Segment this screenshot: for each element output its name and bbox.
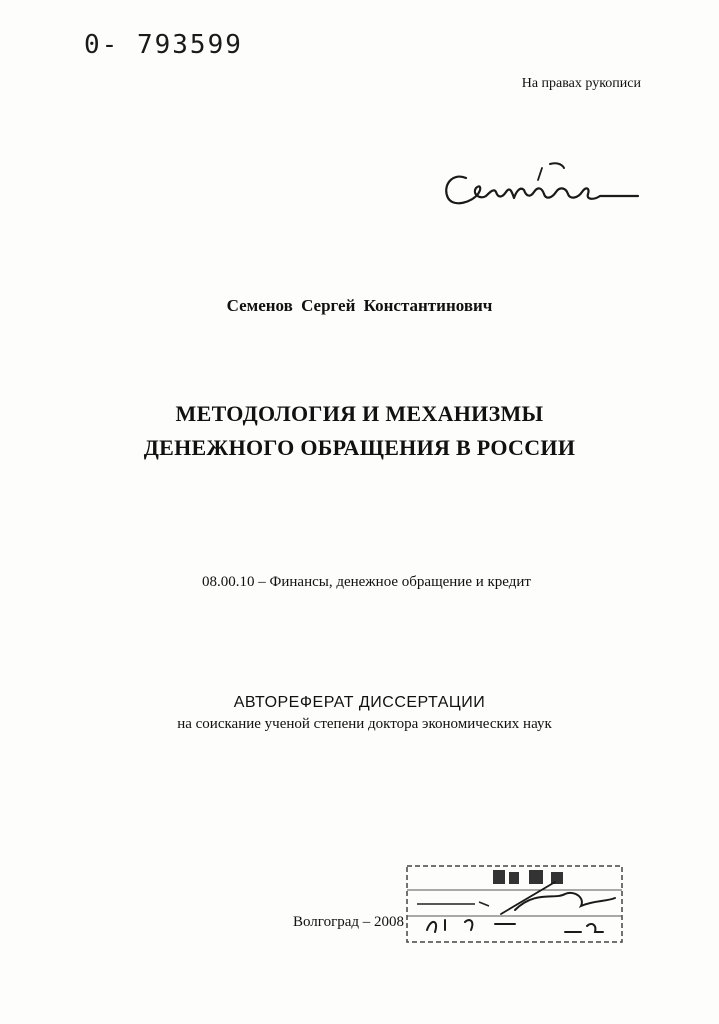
degree-description: на соискание ученой степени доктора экономических наук bbox=[177, 716, 552, 732]
dissertation-title bbox=[0, 397, 719, 465]
author-name: Семенов Сергей Константинович bbox=[226, 296, 493, 315]
title-line-2: ДЕНЕЖНОГО ОБРАЩЕНИЯ В РОССИИ bbox=[143, 435, 576, 460]
specialty-code: 08.00.10 – Финансы, денежное обращение и кредит bbox=[202, 574, 531, 590]
handwritten-signature bbox=[438, 158, 643, 218]
city-year: Волгоград – 2008 bbox=[293, 914, 405, 930]
inventory-number: 0- 793599 bbox=[84, 30, 243, 60]
library-stamp bbox=[405, 860, 630, 948]
title-line-1: МЕТОДОЛОГИЯ И МЕХАНИЗМЫ bbox=[175, 401, 544, 426]
rights-note: На правах рукописи bbox=[521, 76, 641, 91]
document-type: АВТОРЕФЕРАТ ДИССЕРТАЦИИ bbox=[233, 694, 486, 711]
